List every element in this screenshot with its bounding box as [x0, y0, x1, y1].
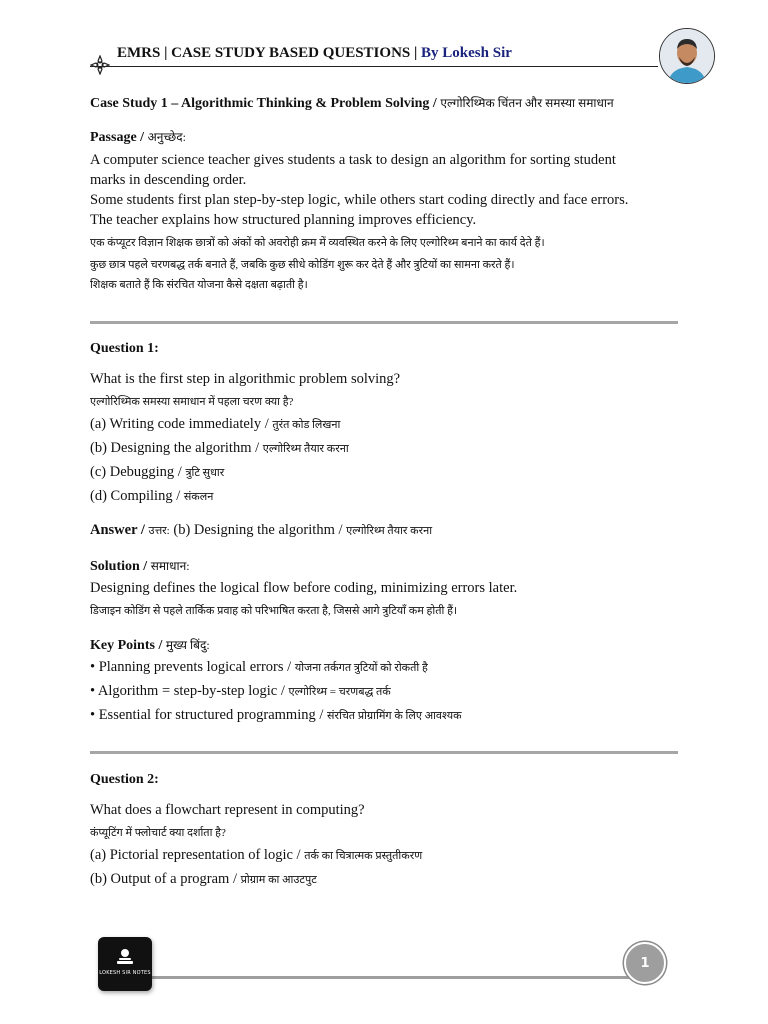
- passage-line: Some students first plan step-by-step logic, while others start coding directly and face errors.: [90, 192, 629, 208]
- question-1-label: Question 1:: [90, 341, 159, 356]
- key-point-text-hi: योजना तर्कगत त्रुटियों को रोकती है: [294, 662, 428, 674]
- answer-text-hi: एल्गोरिथ्म तैयार करना: [346, 525, 433, 537]
- answer-label: Answer /: [90, 522, 149, 538]
- key-point: [90, 683, 391, 700]
- option-text-hi: संकलन: [183, 491, 214, 503]
- solution-text: Designing defines the logical flow before coding, minimizing errors later.: [90, 580, 518, 596]
- question-1-option-b: [90, 440, 349, 457]
- question-2-option-b: [90, 871, 317, 888]
- option-text: (d) Compiling /: [90, 488, 184, 504]
- brand-logo: [98, 937, 152, 991]
- key-point-text-hi: संरचित प्रोग्रामिंग के लिए आवश्यक: [327, 710, 462, 722]
- option-text-hi: प्रोग्राम का आउटपुट: [240, 874, 317, 886]
- key-point: [90, 707, 462, 724]
- question-2-text: What does a flowchart represent in computing?: [90, 802, 365, 818]
- case-title-hi: एल्गोरिथ्मिक चिंतन और समस्या समाधान: [440, 96, 614, 110]
- logo-text: LOKESH SIR NOTES: [99, 970, 151, 976]
- key-points-label-en: Key Points /: [90, 638, 166, 653]
- passage-line: marks in descending order.: [90, 172, 247, 188]
- passage-line-hi: एक कंप्यूटर विज्ञान शिक्षक छात्रों को अंकों को अवरोही क्रम में व्यवस्थित करने के लिए एल्गोरिथ्म बनाने का कार्य देते हैं।: [90, 237, 545, 249]
- person-icon: [660, 29, 714, 83]
- passage-label-hi: अनुच्छेद:: [147, 130, 186, 144]
- option-text: (c) Debugging /: [90, 464, 186, 480]
- question-2-text-hi: कंप्यूटिंग में फ्लोचार्ट क्या दर्शाता है?: [90, 827, 226, 839]
- solution-label-hi: समाधान:: [150, 559, 190, 573]
- option-text: (a) Writing code immediately /: [90, 416, 273, 432]
- option-text-hi: तुरंत कोड लिखना: [272, 419, 341, 431]
- solution-text-hi: डिजाइन कोडिंग से पहले तार्किक प्रवाह को परिभाषित करता है, जिससे आगे त्रुटियाँ कम होती हैं।: [90, 605, 458, 617]
- option-text: (b) Designing the algorithm /: [90, 440, 263, 456]
- question-1-option-c: [90, 464, 224, 481]
- option-text-hi: त्रुटि सुधार: [185, 467, 225, 479]
- passage-line-hi: कुछ छात्र पहले चरणबद्ध तर्क बनाते हैं, जबकि कुछ सीधे कोडिंग शुरू कर देते हैं और त्रुटियों का सामना करते हैं।: [90, 259, 515, 271]
- answer-text: (b) Designing the algorithm /: [169, 522, 347, 538]
- key-points-label-hi: मुख्य बिंदु:: [165, 638, 210, 652]
- key-point-text: • Planning prevents logical errors /: [90, 659, 295, 675]
- passage-line: The teacher explains how structured planning improves efficiency.: [90, 212, 477, 228]
- footer-divider: [148, 976, 640, 979]
- key-point-text: • Essential for structured programming /: [90, 707, 328, 723]
- question-1-option-d: [90, 488, 213, 505]
- question-2-label: Question 2:: [90, 772, 159, 787]
- question-1-text-hi: एल्गोरिथ्मिक समस्या समाधान में पहला चरण क्या है?: [90, 396, 294, 408]
- question-2-option-a: [90, 847, 422, 864]
- passage-line: A computer science teacher gives students a task to design an algorithm for sorting student: [90, 152, 616, 168]
- option-text-hi: एल्गोरिथ्म तैयार करना: [262, 443, 349, 455]
- case-title-en: Case Study 1 – Algorithmic Thinking & Problem Solving /: [90, 96, 437, 111]
- key-point: [90, 659, 428, 676]
- case-study-title: [90, 94, 614, 112]
- header-title-text: EMRS | CASE STUDY BASED QUESTIONS |: [117, 45, 418, 61]
- header-divider: [90, 66, 658, 67]
- header-author: By Lokesh Sir: [421, 45, 512, 61]
- question-1-text: What is the first step in algorithmic problem solving?: [90, 371, 401, 387]
- passage-label-en: Passage /: [90, 130, 145, 145]
- question-1-option-a: [90, 416, 340, 433]
- key-point-text-hi: एल्गोरिथ्म = चरणबद्ध तर्क: [288, 686, 391, 698]
- solution-label: [90, 557, 190, 575]
- section-divider: [90, 321, 678, 324]
- question-1-answer: [90, 522, 432, 539]
- key-points-label: [90, 636, 210, 654]
- logo-emblem-icon: [98, 937, 152, 991]
- section-divider: [90, 751, 678, 754]
- option-text: (b) Output of a program /: [90, 871, 241, 887]
- option-text-hi: तर्क का चित्रात्मक प्रस्तुतीकरण: [304, 850, 423, 862]
- page-number: 1: [624, 942, 666, 984]
- solution-label-en: Solution /: [90, 559, 151, 574]
- avatar: [659, 28, 715, 84]
- option-text: (a) Pictorial representation of logic /: [90, 847, 305, 863]
- ornament-icon: [90, 55, 110, 75]
- key-point-text: • Algorithm = step-by-step logic /: [90, 683, 289, 699]
- answer-label-hi: उत्तर:: [148, 525, 170, 537]
- passage-line-hi: शिक्षक बताते हैं कि संरचित योजना कैसे दक्षता बढ़ाती है।: [90, 279, 308, 291]
- passage-label: [90, 128, 186, 146]
- header-title: [117, 45, 512, 62]
